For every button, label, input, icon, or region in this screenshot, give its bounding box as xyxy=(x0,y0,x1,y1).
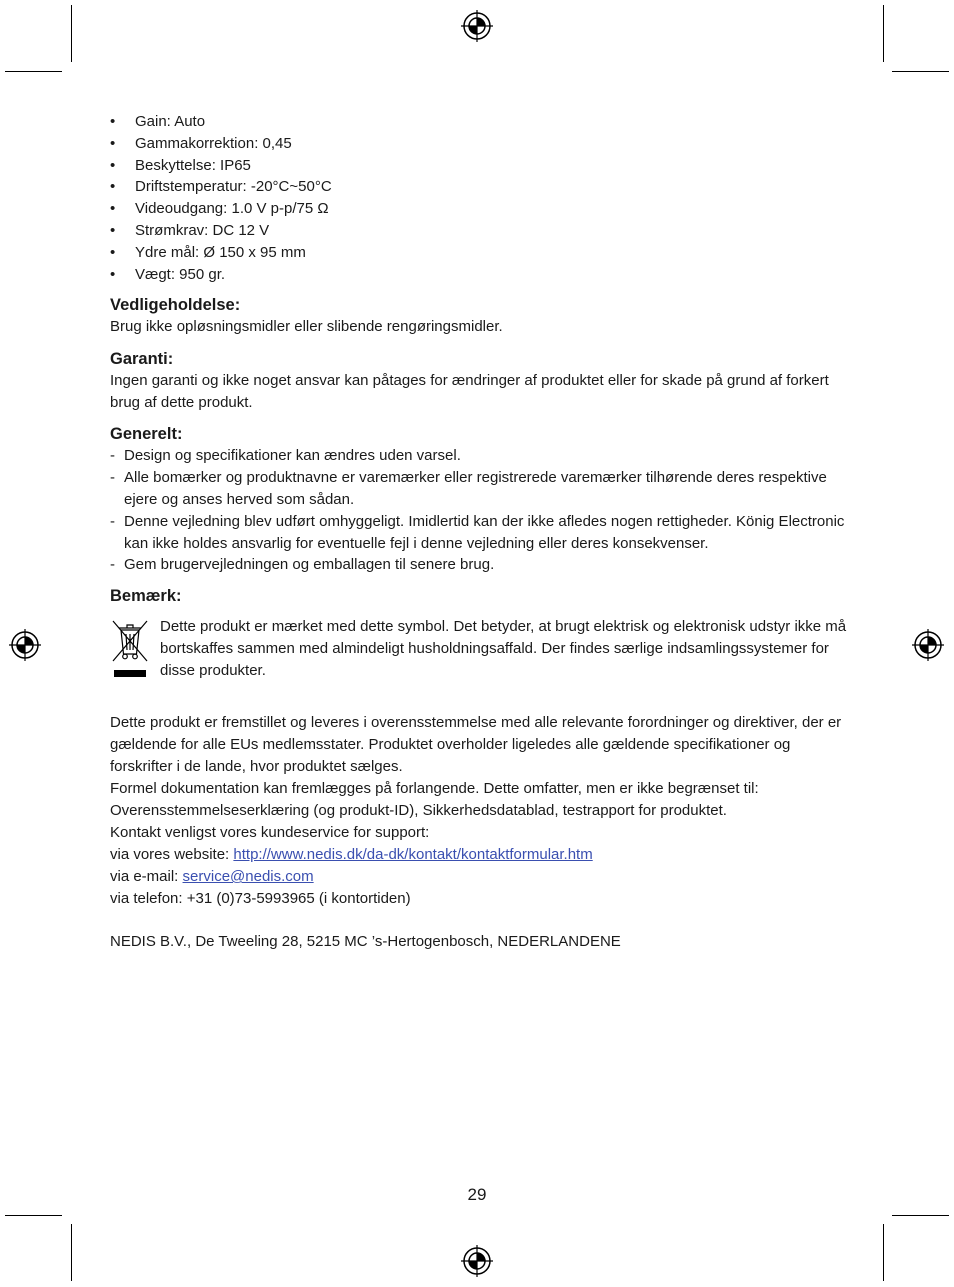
registration-mark-icon xyxy=(460,1244,494,1278)
spec-item: • Gammakorrektion: 0,45 xyxy=(110,133,850,155)
spec-list xyxy=(110,111,850,285)
spec-item: • Gain: Auto xyxy=(110,111,850,133)
registration-mark-icon xyxy=(8,628,42,662)
conformity-block xyxy=(110,712,850,910)
general-item: - Alle bomærker og produktnavne er varemærker eller registrerede varemærker tilhørende deres respektive ejere og anses herved som sådan. xyxy=(110,467,850,511)
website-line xyxy=(110,844,850,866)
crop-mark xyxy=(5,1215,62,1216)
weee-crossed-bin-icon xyxy=(110,618,150,680)
spec-item: • Driftstemperatur: -20°C~50°C xyxy=(110,176,850,198)
general-item: - Denne vejledning blev udført omhyggeligt. Imidlertid kan der ikke afledes nogen rettigheder. König Electronic kan ikke holdes ansvarlig for eventuelle fejl i denne vejledning eller deres konsekvenser. xyxy=(110,511,850,555)
general-heading: Generelt: xyxy=(110,425,183,444)
documentation-text: Formel dokumentation kan fremlægges på forlangende. Dette omfatter, men er ikke begrænset til: Overensstemmelseserklæring (og produkt-ID), Sikkerhedsdatablad, testrapport for produktet. xyxy=(110,780,759,820)
crop-mark xyxy=(883,5,884,62)
conformity-text: Dette produkt er fremstillet og leveres i overensstemmelse med alle relevante forordninger og direktiver, der er gældende for alle EUs medlemsstater. Produktet overholder ligeledes alle gældende specifikationer og forskrifter i de lande, hvor produktet sælges. xyxy=(110,714,842,776)
crop-mark xyxy=(5,71,62,72)
website-prefix: via vores website: xyxy=(110,846,234,864)
general-item: - Design og specifikationer kan ændres uden varsel. xyxy=(110,445,850,467)
general-item: - Gem brugervejledningen og emballagen til senere brug. xyxy=(110,554,850,576)
note-text: Dette produkt er mærket med dette symbol. Det betyder, at brugt elektrisk og elektronisk udstyr ikke må bortskaffes sammen med almindeligt husholdningsaffald. Der findes særlige indsamlingssystemer for disse produkter. xyxy=(160,618,847,680)
note-heading: Bemærk: xyxy=(110,587,182,606)
website-link[interactable]: http://www.nedis.dk/da-dk/kontakt/kontaktformular.htm xyxy=(233,846,593,864)
company-address: NEDIS B.V., De Tweeling 28, 5215 MC ’s-Hertogenbosch, NEDERLANDENE xyxy=(110,933,621,951)
maintenance-heading: Vedligeholdelse: xyxy=(110,296,241,315)
registration-mark-icon xyxy=(911,628,945,662)
email-line xyxy=(110,866,850,888)
spec-item: • Ydre mål: Ø 150 x 95 mm xyxy=(110,242,850,264)
crop-mark xyxy=(71,5,72,62)
registration-mark-icon xyxy=(460,9,494,43)
maintenance-text: Brug ikke opløsningsmidler eller slibende rengøringsmidler. xyxy=(110,318,503,336)
crop-mark xyxy=(892,71,949,72)
spec-item: • Strømkrav: DC 12 V xyxy=(110,220,850,242)
crop-mark xyxy=(883,1224,884,1281)
note-block xyxy=(110,616,850,682)
page-content xyxy=(110,111,850,953)
crop-mark xyxy=(71,1224,72,1281)
spec-item: • Videoudgang: 1.0 V p-p/75 Ω xyxy=(110,198,850,220)
phone-line: via telefon: +31 (0)73-5993965 (i kontortiden) xyxy=(110,890,411,908)
email-link[interactable]: service@nedis.com xyxy=(182,868,314,886)
page-number: 29 xyxy=(467,1185,487,1204)
spec-item: • Beskyttelse: IP65 xyxy=(110,155,850,177)
general-list xyxy=(110,445,850,576)
warranty-text: Ingen garanti og ikke noget ansvar kan påtages for ændringer af produktet eller for skade på grund af forkert brug af dette produkt. xyxy=(110,372,829,412)
warranty-heading: Garanti: xyxy=(110,350,174,369)
support-intro: Kontakt venligst vores kundeservice for support: xyxy=(110,824,430,842)
crop-mark xyxy=(892,1215,949,1216)
email-prefix: via e-mail: xyxy=(110,868,183,886)
spec-item: • Vægt: 950 gr. xyxy=(110,264,850,286)
